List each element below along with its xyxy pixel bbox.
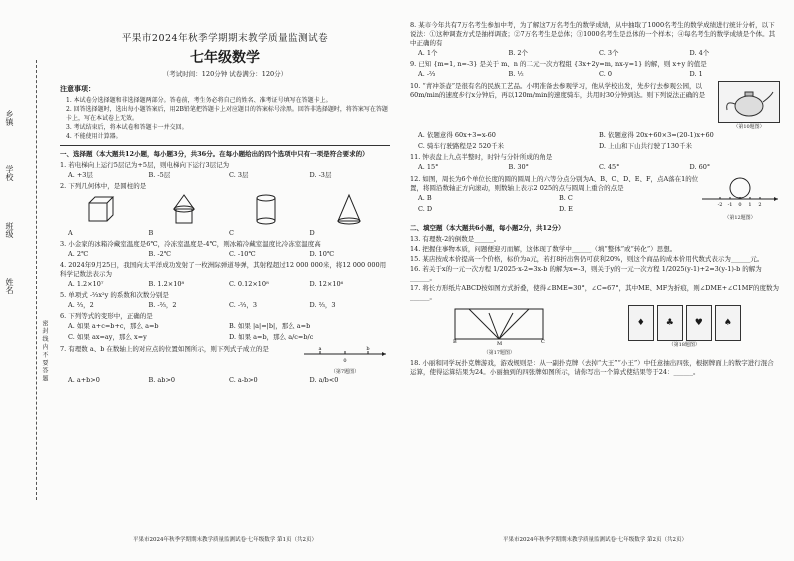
folded-rectangle-icon xyxy=(449,305,549,345)
option: B. ½ xyxy=(508,70,524,78)
svg-text:-2: -2 xyxy=(717,202,723,208)
option: D. 如果 a=b，那么 a/c=b/c xyxy=(229,333,314,341)
option: A. B xyxy=(418,194,432,202)
question-8: 8. 某市今年共有7万名考生参加中考，为了解这7万名考生的数学成绩，从中抽取了1000名考生的数学成绩进行统计分析，以下说法：①这种调查方式是抽样调查；②7万名考生是总体；③1000名考生是总体的一个样本；④每名考生的数学成绩是个体。其中正确的有 xyxy=(410,21,776,47)
figures-17-18 xyxy=(410,305,780,356)
subject-title: 七年级数学 xyxy=(190,50,260,66)
option: C. 3层 xyxy=(229,171,249,179)
question-7-row xyxy=(60,344,390,375)
question-11: 11. 钟表盘上九点半整时，时针与分针所成的角是 xyxy=(410,153,553,161)
option: A. ⅔，2 xyxy=(68,301,94,309)
question-3: 3. 小金家的冰箱冷藏室温度是6℃，冷冻室温度是-4℃，则冰箱冷藏室温度比冷冻室温度高 xyxy=(60,240,321,248)
notice-item: 4. 不能使用计算器。 xyxy=(66,133,122,140)
options-12b xyxy=(418,205,700,214)
question-10-row xyxy=(410,81,780,130)
options-6a xyxy=(68,322,390,331)
figure-10 xyxy=(718,81,780,130)
question-1: 1. 若电梯向上运行5层记为+5层，则电梯向下运行3层记为 xyxy=(60,161,230,169)
options-7 xyxy=(68,376,390,385)
svg-text:2: 2 xyxy=(758,202,762,208)
section1-heading: 一、选择题（本大题共12小题，每小题3分，共36分。在每小题给出的四个选项中只有一项是符合要求的） xyxy=(60,150,369,158)
figure-18 xyxy=(628,305,741,356)
options-12a xyxy=(418,194,700,203)
question-14: 14. 把握住事物本质，问题便迎刃而解，这体现了数学中______（填“整体”或“转化”）思想。 xyxy=(410,245,677,253)
svg-text:0: 0 xyxy=(738,202,742,208)
option: B. 30° xyxy=(508,163,529,171)
gutter-school-label: 学校 xyxy=(5,165,14,181)
question-7: 7. 有理数 a、b 在数轴上的对应点的位置如图所示，则下列式子成立的是 xyxy=(60,345,269,353)
notice-item: 3. 考试结束后，将本试卷和答题卡一并交回。 xyxy=(66,124,188,131)
card-icon: ♠ xyxy=(715,305,741,341)
teapot-illustration xyxy=(718,81,780,123)
option: C. 45° xyxy=(599,163,620,171)
option: C. -⅔，3 xyxy=(229,301,258,309)
option: D. 1 xyxy=(689,70,703,78)
option: C. a-b>0 xyxy=(229,376,258,384)
options-1 xyxy=(68,171,390,180)
question-6: 6. 下列等式的变形中，正确的是 xyxy=(60,312,153,320)
question-15: 15. 某店按成本价提高一个价格，标价为a元，若打8折出售仍可获利20%，则这个商品的成本价用代数式表示为______元。 xyxy=(410,255,764,263)
gutter-name-label: 姓名 xyxy=(5,278,14,294)
number-line-icon xyxy=(300,344,390,364)
card-icon: ♣ xyxy=(657,305,683,341)
cube-icon xyxy=(83,193,119,227)
playing-cards xyxy=(628,305,741,341)
figure-10-caption: （第10题图） xyxy=(733,124,765,130)
option: B. -5层 xyxy=(148,171,171,179)
options-5 xyxy=(68,301,390,310)
figure-17-caption: （第17题图） xyxy=(483,350,515,356)
option: B. 1.2×10⁸ xyxy=(148,280,185,288)
option: C. -10℃ xyxy=(229,250,256,258)
question-17: 17. 将长方形纸片ABCD按如图方式折叠，使得∠BME=30°，∠C=67°，其中ME、MF为折痕，则∠DME+∠C1MF的度数为______。 xyxy=(410,284,779,301)
option: C. 如果 ax=ay，那么 x=y xyxy=(68,333,147,341)
svg-text:b: b xyxy=(366,346,370,352)
option: B. C xyxy=(559,194,573,202)
question-5: 5. 单项式 -⅔x²y 的系数和次数分别是 xyxy=(60,291,169,299)
options-11 xyxy=(418,163,780,172)
notice-heading: 注意事项： xyxy=(60,84,95,93)
solid-figures xyxy=(60,193,390,227)
option: A. 1.2×10⁷ xyxy=(68,280,104,288)
option: B. 依题意得 20x+60×3=(20-1)x+60 xyxy=(599,131,714,139)
option: B. 2个 xyxy=(508,49,529,57)
option: D. 上山和下山共行驶了130千米 xyxy=(599,142,693,150)
cone-icon xyxy=(331,193,367,227)
right-page xyxy=(410,20,780,543)
option: D. ⅔，3 xyxy=(309,301,336,309)
svg-text:1: 1 xyxy=(748,202,752,208)
exam-title: 平果市2024年秋季学期期末教学质量监测试卷 xyxy=(121,33,329,44)
notice-item: 2. 回答选择题时，选出每小题答案后，用2B铅笔把答题卡上对应题目的答案标号涂黑。回答非选择题时，将答案写在答题卡上，写在本试卷上无效。 xyxy=(66,106,388,122)
card-icon: ♦ xyxy=(628,305,654,341)
option: A. 2℃ xyxy=(68,250,89,258)
divider xyxy=(60,145,390,146)
options-4 xyxy=(68,280,390,289)
svg-text:0: 0 xyxy=(343,358,347,364)
gutter-town-label: 乡镇 xyxy=(5,110,14,126)
option: D. a/b<0 xyxy=(309,376,339,384)
cylinder-icon xyxy=(248,193,284,227)
option: B. -2℃ xyxy=(148,250,172,258)
option: A. 如果 a+c=b+c，那么 a=b xyxy=(68,322,159,330)
option: D. 4个 xyxy=(689,49,710,57)
option: D. 10℃ xyxy=(309,250,335,258)
section2-heading: 二、填空题（本大题共6小题，每小题2分，共12分） xyxy=(410,224,565,232)
left-page xyxy=(60,20,390,543)
question-9: 9. 已知 {m=1, n=-3} 是关于 m、n 的二元一次方程组 {3x+2y=m, nx-y=1} 的解，则 x+y 的值是 xyxy=(410,60,707,68)
option: A. 依题意得 60x+3=x-60 xyxy=(418,131,496,139)
options-10a xyxy=(418,131,780,140)
binding-gutter xyxy=(0,0,58,561)
exam-info: （考试时间：120分钟 试卷满分：120分） xyxy=(162,70,288,78)
options-9 xyxy=(418,70,780,79)
svg-text:-1: -1 xyxy=(727,202,733,208)
question-12: 12. 如图，周长为6个单位长度的圆的圆周上的六等分点分别为A、B、C、D、E、F，点A落在1的位置，将圆沿数轴正方向滚动，则数轴上表示2 025的点与圆周上重合的点是 xyxy=(410,175,699,192)
option: C. 骑车行驶路程是2 520千米 xyxy=(418,142,504,150)
option: C. 3个 xyxy=(599,49,619,57)
question-12-body xyxy=(410,174,700,221)
gutter-class-label: 班级 xyxy=(5,222,14,238)
teapot-icon xyxy=(719,82,779,122)
option: C. D xyxy=(418,205,433,213)
option: A. 1个 xyxy=(418,49,438,57)
question-18: 18. 小丽和同学玩扑克牌游戏，游戏规则是：从一副扑克牌（去掉“大王”“小王”）中任意抽出四张，根据牌面上的数字进行混合运算，使得运算结果为24。小丽抽到的四张牌如图所示，请你写出一个算式使结果等于24：______。 xyxy=(410,359,774,376)
option: B. -⅔，2 xyxy=(148,301,177,309)
svg-text:a: a xyxy=(318,346,322,352)
seal-line xyxy=(36,60,37,500)
options-3 xyxy=(68,250,390,259)
rolling-circle-icon xyxy=(700,174,780,210)
option: A. a+b>0 xyxy=(68,376,100,384)
option: A. -⅔ xyxy=(418,70,436,78)
option: D xyxy=(309,229,315,237)
option: C. 0 xyxy=(599,70,613,78)
svg-text:B: B xyxy=(453,339,457,345)
option: D. E xyxy=(559,205,573,213)
option: A xyxy=(68,229,73,237)
option: D. -3层 xyxy=(309,171,332,179)
question-12-row xyxy=(410,174,780,221)
options-10b xyxy=(418,142,780,151)
figure-7-caption: （第7题图） xyxy=(330,369,360,375)
seal-line-text: 密 封 线 内 不 要 答 题 xyxy=(41,320,48,382)
options-8 xyxy=(418,49,780,58)
question-4: 4. 2024年9月25日，我国向太平洋成功发射了一枚洲际弹道导弹，其射程超过12 000 000米，将12 000 000用科学记数法表示为 xyxy=(60,261,387,278)
option: B xyxy=(148,229,154,237)
svg-text:C: C xyxy=(541,339,546,345)
figure-7 xyxy=(300,344,390,375)
svg-text:M: M xyxy=(497,341,503,345)
option: B. ab>0 xyxy=(148,376,176,384)
options-6b xyxy=(68,333,390,342)
page-footer-left: 平果市2024年秋季学期期末教学质量监测试卷·七年级数学 第1页（共2页） xyxy=(133,537,317,543)
option: C xyxy=(229,229,234,237)
options-2 xyxy=(68,229,390,238)
option: B. 如果 |a|=|b|，那么 a=b xyxy=(229,322,311,330)
figure-12-caption: （第12题图） xyxy=(724,215,756,221)
question-10: 10. “青冲茶壶”是很有名的民族工艺品。小明准备去参观学习，他从学校出发，先步行去参观公园，以60m/min的速度步行x分钟后，再以120m/min的速度骑车，共用时30分钟到达。则下列说法正确的是 xyxy=(410,82,706,99)
question-13: 13. 有理数-2的倒数是______。 xyxy=(410,235,501,243)
question-2: 2. 下列几何体中，是圆柱的是 xyxy=(60,182,147,190)
notice-item: 1. 本试卷分选择题和非选择题两部分。答卷前，考生务必将自己的姓名、准考证号填写在答题卡上。 xyxy=(66,97,332,104)
figure-12 xyxy=(700,174,780,221)
figure-17 xyxy=(449,305,549,356)
option: A. +3层 xyxy=(68,171,93,179)
card-icon: ♥ xyxy=(686,305,712,341)
cone-cylinder-icon xyxy=(166,193,202,227)
figure-18-caption: （第18题图） xyxy=(668,342,700,348)
option: C. 0.12×10⁸ xyxy=(229,280,269,288)
question-16: 16. 若关于x的一元一次方程 1/2025·x-2=3x-b 的解为x=-3，则关于y的一元一次方程 1/2025(y-1)+2=3(y-1)-b 的解为______。 xyxy=(410,265,762,282)
option: D. 60° xyxy=(689,163,711,171)
option: D. 12×10⁶ xyxy=(309,280,344,288)
option: A. 15° xyxy=(418,163,439,171)
page-footer-right: 平果市2024年秋季学期期末教学质量监测试卷·七年级数学 第2页（共2页） xyxy=(503,537,687,543)
